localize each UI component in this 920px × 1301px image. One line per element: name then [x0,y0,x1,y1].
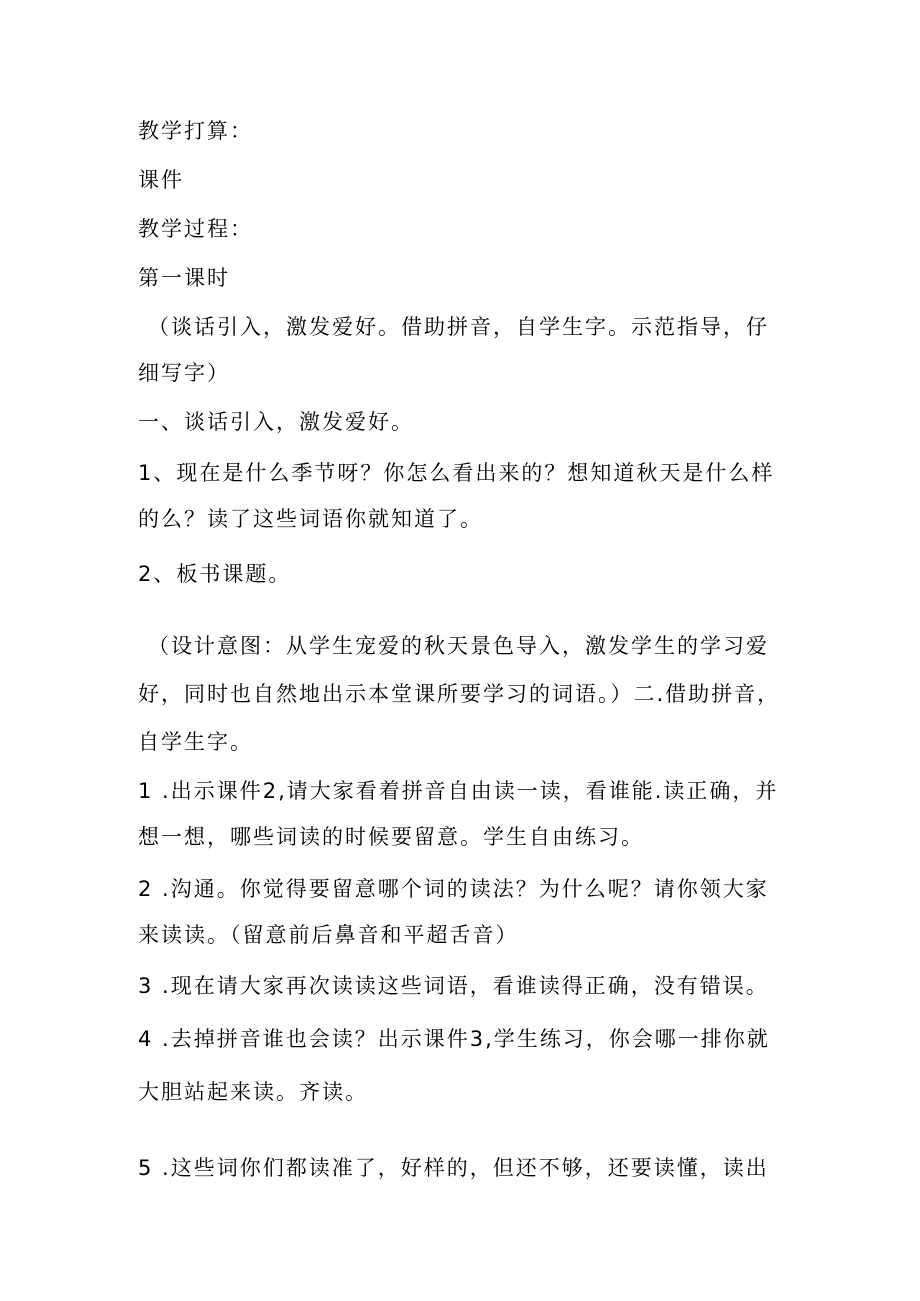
step-5-line-1: 5 .这些词你们都读准了，好样的，但还不够，还要读懂，读出 [138,1156,769,1180]
text-courseware: 课件 [138,168,184,192]
heading-teaching-preparation: 教学打算： [138,119,253,143]
step-1-line-2: 想一想，哪些词读的时候要留意。学生自由练习。 [138,825,644,849]
step-4-line-1: 4 .去掉拼音谁也会读？出示课件3,学生练习，你会哪一排你就 [138,1027,770,1051]
lesson-overview-line-2: 细写字） [138,361,230,385]
item-1-line-1: 1、现在是什么季节呀？你怎么看出来的？想知道秋天是什么样 [138,461,775,485]
step-1-line-1: 1 .出示课件2,请大家看着拼音自由读一读，看谁能.读正确，并 [138,779,779,803]
step-2-line-1: 2 .沟通。你觉得要留意哪个词的读法？为什么呢？请你领大家 [138,877,769,901]
design-intent-line-3: 自学生字。 [138,730,253,754]
design-intent-line-2: 好，同时也自然地出示本堂课所要学习的词语。）二.借助拼音， [138,682,781,706]
section-one-heading: 一、谈话引入，激发爱好。 [138,410,414,434]
item-1-line-2: 的么？读了这些词语你就知道了。 [138,507,483,531]
lesson-overview-line-1: （谈话引入，激发爱好。借助拼音，自学生字。示范指导，仔 [148,315,769,339]
heading-teaching-process: 教学过程： [138,217,253,241]
item-2: 2、板书课题。 [138,562,292,586]
step-3: 3 .现在请大家再次读读这些词语，看谁读得正确，没有错误。 [138,974,769,998]
step-2-line-2: 来读读。（留意前后鼻音和平超舌音） [138,923,519,947]
heading-first-lesson: 第一课时 [138,266,230,290]
design-intent-line-1: （设计意图：从学生宠爱的秋天景色导入，激发学生的学习爱 [148,634,769,658]
step-4-line-2: 大胆站起来读。齐读。 [138,1080,368,1104]
